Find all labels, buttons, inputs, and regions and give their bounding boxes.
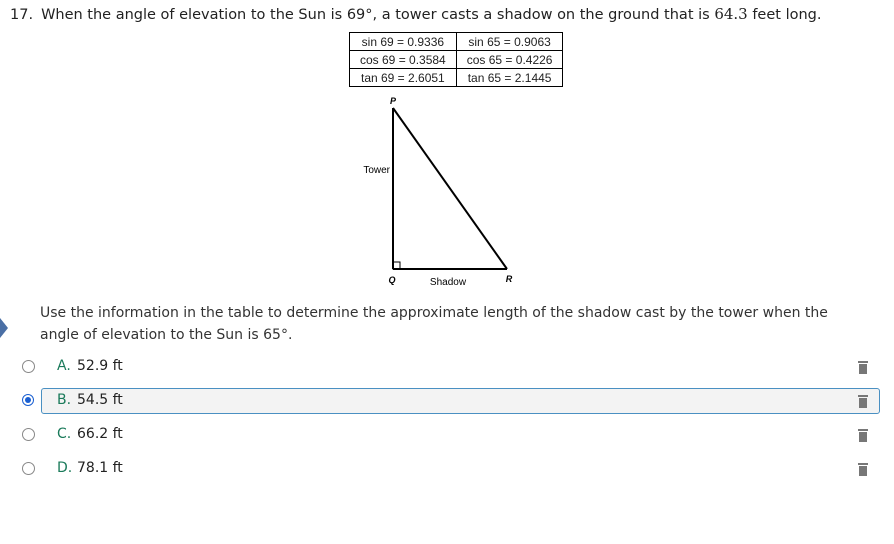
answer-choice-d[interactable] (0, 456, 894, 482)
choice-text: 54.5 ft (77, 392, 123, 408)
choice-text: 66.2 ft (77, 426, 123, 442)
answer-choice-c[interactable] (0, 422, 894, 448)
table-cell: tan 69 = 2.6051 (350, 69, 457, 87)
answer-choice-a[interactable] (0, 354, 894, 380)
question-text-end: feet long. (747, 7, 822, 23)
choice-letter: C. (57, 426, 72, 442)
question-prompt: Use the information in the table to determine the approximate length of the shadow cast by the tower when the angle of elevation to the Sun is 65°. (40, 305, 828, 343)
selected-choice-highlight (41, 388, 880, 414)
right-angle-mark (393, 262, 400, 269)
triangle-diagram (355, 92, 530, 292)
table-cell: sin 69 = 0.9336 (350, 33, 457, 51)
table-row (350, 33, 563, 51)
trash-icon[interactable] (858, 361, 868, 374)
shadow-label: Shadow (429, 277, 467, 288)
table-cell: cos 65 = 0.4226 (456, 51, 563, 69)
table-row (350, 51, 563, 69)
choice-letter: B. (57, 392, 72, 408)
choice-text: 78.1 ft (77, 460, 123, 476)
vertex-q-label: Q (388, 275, 396, 285)
hypotenuse (393, 108, 507, 269)
question-number: 17. (10, 7, 34, 23)
vertex-p-label: P (389, 96, 397, 106)
triangle-marker-icon (0, 318, 8, 338)
vertex-r-label: R (505, 274, 513, 284)
table-cell: tan 65 = 2.1445 (456, 69, 563, 87)
tower-label: Tower (363, 165, 390, 176)
table-cell: cos 69 = 0.3584 (350, 51, 457, 69)
radio-button[interactable] (22, 428, 35, 441)
trash-icon[interactable] (858, 395, 868, 408)
answer-choice-b[interactable] (0, 388, 894, 414)
choice-text: 52.9 ft (77, 358, 123, 374)
radio-button[interactable] (22, 462, 35, 475)
trash-icon[interactable] (858, 463, 868, 476)
choice-letter: A. (57, 358, 71, 374)
radio-button[interactable] (22, 360, 35, 373)
trig-table (349, 32, 563, 87)
trash-icon[interactable] (858, 429, 868, 442)
table-cell: sin 65 = 0.9063 (456, 33, 563, 51)
question-text-start: When the angle of elevation to the Sun is 69°, a tower casts a shadow on the ground that is (41, 7, 715, 23)
radio-button-selected[interactable] (22, 394, 34, 406)
table-row (350, 69, 563, 87)
choice-letter: D. (57, 460, 73, 476)
question-header (10, 5, 821, 23)
shadow-value: 64.3 (714, 5, 748, 23)
